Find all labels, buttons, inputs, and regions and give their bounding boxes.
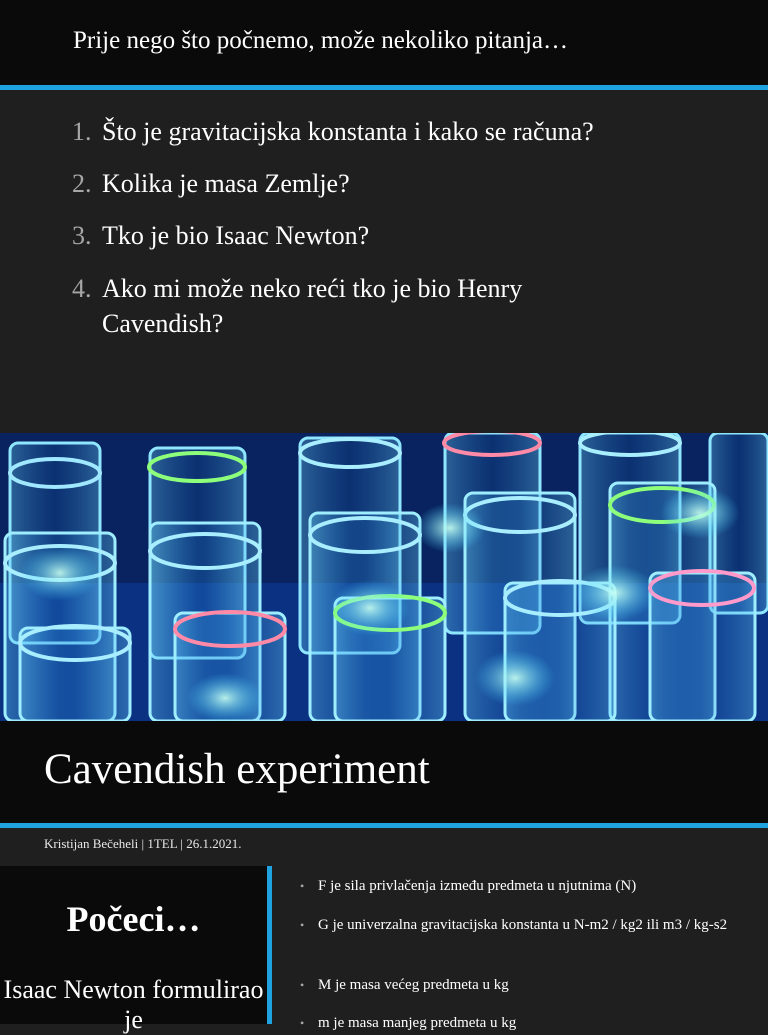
question-number: 3.	[72, 221, 92, 250]
slide1-header	[0, 0, 768, 85]
bullet-text: G je univerzalna gravitacijska konstanta u N-m2 / kg2 ili m3 / kg-s2	[318, 917, 728, 933]
question-text: Što je gravitacijska konstanta i kako se računa?	[102, 117, 594, 146]
slide3-paragraph: Isaac Newton formulirao je	[3, 975, 264, 1034]
question-number: 2.	[72, 169, 92, 198]
bullet-dot-icon: •	[300, 918, 305, 932]
question-number: 1.	[72, 117, 92, 146]
slide1-body	[0, 90, 768, 433]
test-tubes-photo	[0, 433, 768, 721]
bullet-dot-icon: •	[300, 978, 305, 992]
question-text: Kolika je masa Zemlje?	[102, 169, 350, 198]
slide1-title: Prije nego što počnemo, može nekoliko pitanja…	[73, 27, 569, 54]
slide3-heading: Počeci…	[66, 899, 201, 939]
bullet-text: M je masa većeg predmeta u kg	[318, 977, 509, 993]
bullet-text: m je masa manjeg predmeta u kg	[318, 1015, 517, 1031]
question-text: Ako mi može neko reći tko je bio Henry Cavendish?	[102, 274, 523, 338]
slide2-title: Cavendish experiment	[44, 746, 430, 793]
slide2-subtitle: Kristijan Bečeheli | 1TEL | 26.1.2021.	[44, 836, 242, 851]
question-text: Tko je bio Isaac Newton?	[102, 221, 370, 250]
bullet-dot-icon: •	[300, 1016, 305, 1030]
slide2-accent-line	[0, 823, 768, 828]
bullet-dot-icon: •	[300, 879, 305, 893]
question-number: 4.	[72, 274, 92, 303]
bullet-text: F je sila privlačenja između predmeta u njutnima (N)	[318, 878, 637, 894]
